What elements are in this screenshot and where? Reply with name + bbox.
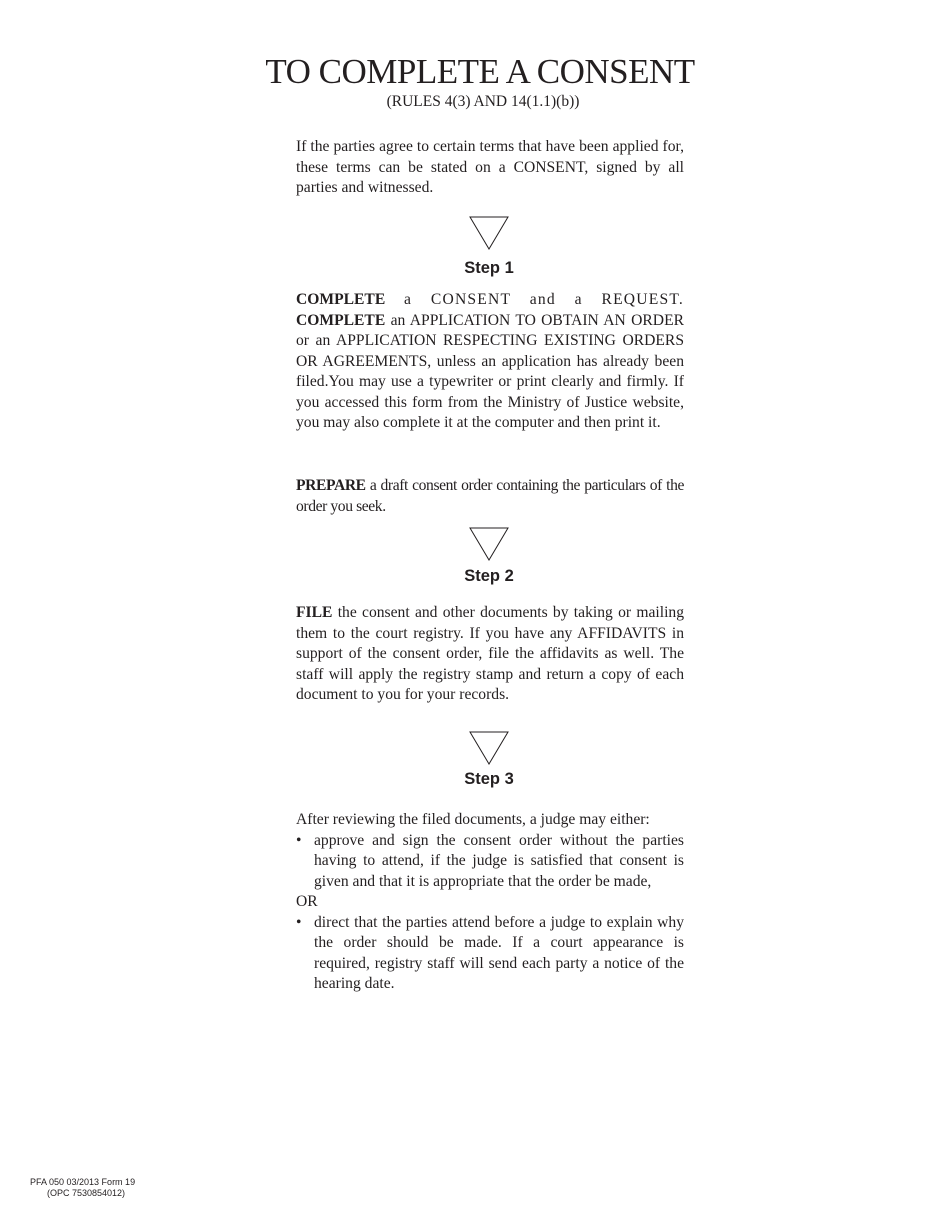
prepare-paragraph [296,476,684,517]
step-3-arrow-icon [469,731,509,765]
step-1-text-b: an APPLICATION TO OBTAIN AN ORDER or an APPLICATION RESPECTING EXISTING ORDERS OR AGREEMENTS, unless an application has already been filed.You may use a typewriter or print clearly and firmly. If you accessed this form from the Ministry of Justice website, you may also complete it at the computer and then print it. [296,311,684,431]
list-item [296,831,684,893]
complete-lead-a: COMPLETE [296,291,386,308]
step-2-arrow-icon [469,527,509,561]
form-code: PFA 050 03/2013 Form 19 [30,1177,136,1187]
bullet-2-text: direct that the parties attend before a judge to explain why the order should be made. If a court appearance is required, registry staff will send each party a notice of the hearing date. [314,913,684,992]
step-2-heading: Step 2 [464,567,514,585]
step-1-text-a: a CONSENT and a REQUEST. [385,291,684,308]
page-subtitle: (RULES 4(3) AND 14(1.1)(b)) [386,93,580,110]
step-1-paragraph [296,290,684,434]
step-2-text: the consent and other documents by taking or mailing them to the court registry. If you have any AFFIDAVITS in support of the consent order, file the affidavits as well. The staff will apply the registry stamp and return a copy of each document to you for your records. [296,604,684,703]
complete-lead-b: COMPLETE [296,311,386,329]
step-3-heading: Step 3 [464,770,514,788]
form-footer [30,1177,135,1199]
prepare-lead: PREPARE [296,477,366,494]
list-item [296,913,684,995]
file-lead: FILE [296,604,333,621]
bullet-icon: • [296,913,302,931]
bullet-icon: • [296,831,302,849]
step-3-intro: After reviewing the filed documents, a judge may either: [296,811,650,828]
step-3-block [296,810,684,995]
bullet-1-text: approve and sign the consent order without the parties having to attend, if the judge is satisfied that consent is given and that it is appropriate that the order be made, [314,831,684,890]
or-separator: OR [296,893,318,910]
opc-code: (OPC 7530854012) [47,1188,126,1198]
step-1-arrow-icon [469,216,509,250]
page-title: TO COMPLETE A CONSENT [265,52,695,91]
intro-paragraph: If the parties agree to certain terms that have been applied for, these terms can be stated on a CONSENT, signed by all parties and witnessed. [296,138,684,196]
step-1-heading: Step 1 [464,259,514,277]
prepare-text: a draft consent order containing the particulars of the order you seek. [296,477,684,515]
step-2-paragraph [296,603,684,706]
